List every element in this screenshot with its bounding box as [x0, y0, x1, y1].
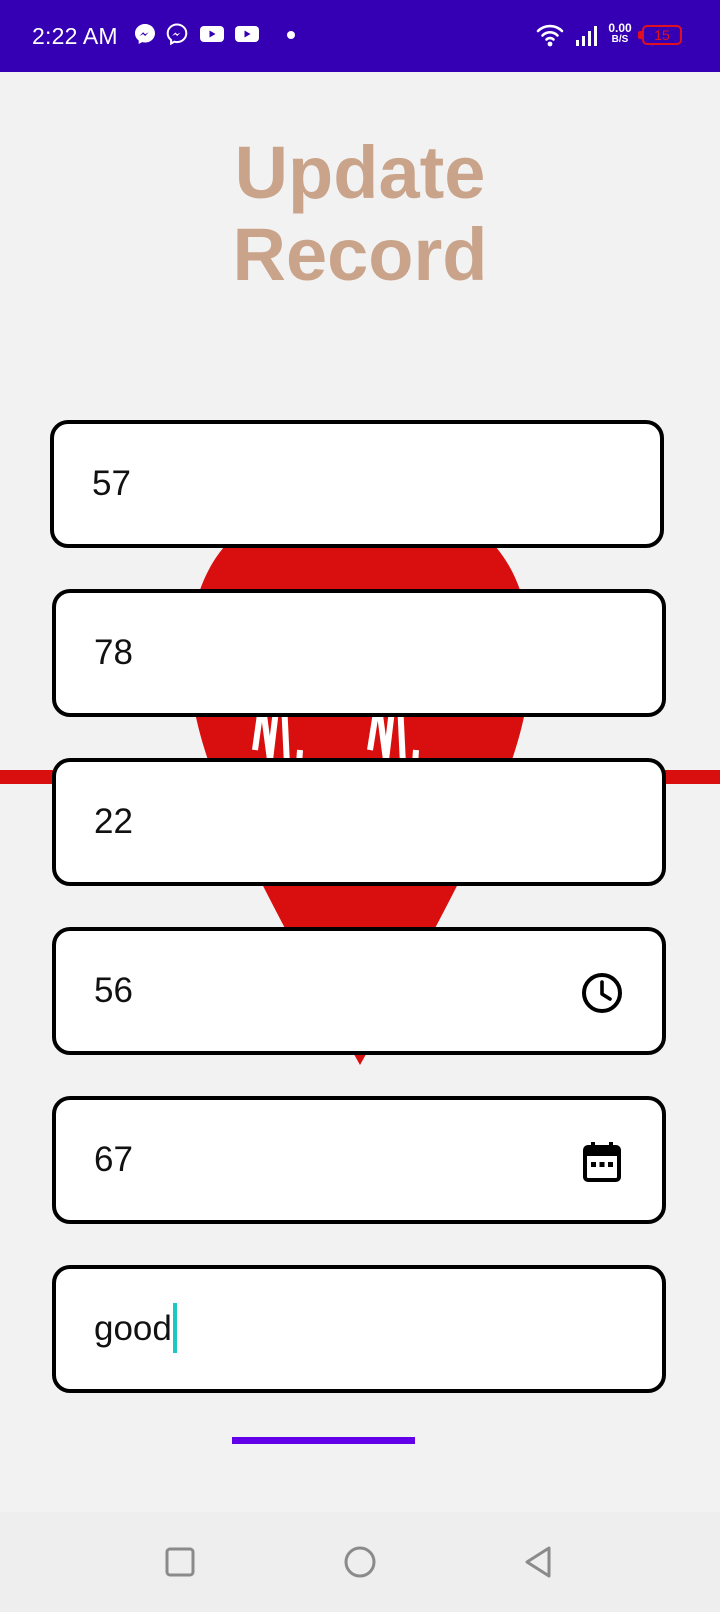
field-value: 56	[94, 971, 133, 1010]
update-button-underline[interactable]	[232, 1437, 415, 1444]
record-field-1[interactable]	[50, 420, 664, 548]
net-speed	[604, 22, 636, 45]
messenger-icon	[133, 22, 157, 46]
youtube-icon	[234, 22, 260, 46]
page-title	[0, 132, 720, 296]
home-circle-icon[interactable]	[335, 1537, 385, 1587]
field-value: 67	[94, 1140, 133, 1179]
calendar-icon[interactable]	[580, 1140, 624, 1184]
battery-level: 15	[654, 27, 670, 43]
messenger-lite-icon	[165, 22, 189, 46]
field-value: 57	[92, 464, 131, 503]
text-caret	[173, 1303, 177, 1353]
page-title-line1: Update	[234, 131, 486, 214]
signal-icon	[575, 24, 599, 48]
status-time: 2:22 AM	[32, 23, 118, 49]
status-bar	[0, 0, 720, 72]
wifi-icon	[535, 22, 565, 48]
record-field-2[interactable]	[52, 589, 666, 717]
page-title-line2: Record	[232, 213, 488, 296]
time-field[interactable]	[52, 927, 666, 1055]
field-value	[94, 1269, 177, 1389]
youtube-icon	[199, 22, 225, 46]
net-speed-unit: B/S	[611, 34, 629, 45]
back-triangle-icon[interactable]	[515, 1537, 565, 1587]
navigation-bar	[0, 1512, 720, 1612]
date-field[interactable]	[52, 1096, 666, 1224]
clock-icon[interactable]	[580, 971, 624, 1015]
record-field-3[interactable]	[52, 758, 666, 886]
net-speed-value: 0.00	[608, 21, 632, 35]
field-value: 78	[94, 633, 133, 672]
field-text: good	[94, 1309, 172, 1348]
dot-icon	[286, 30, 296, 40]
field-value: 22	[94, 802, 133, 841]
battery-icon	[642, 25, 682, 45]
note-field[interactable]	[52, 1265, 666, 1393]
recents-square-icon[interactable]	[155, 1537, 205, 1587]
